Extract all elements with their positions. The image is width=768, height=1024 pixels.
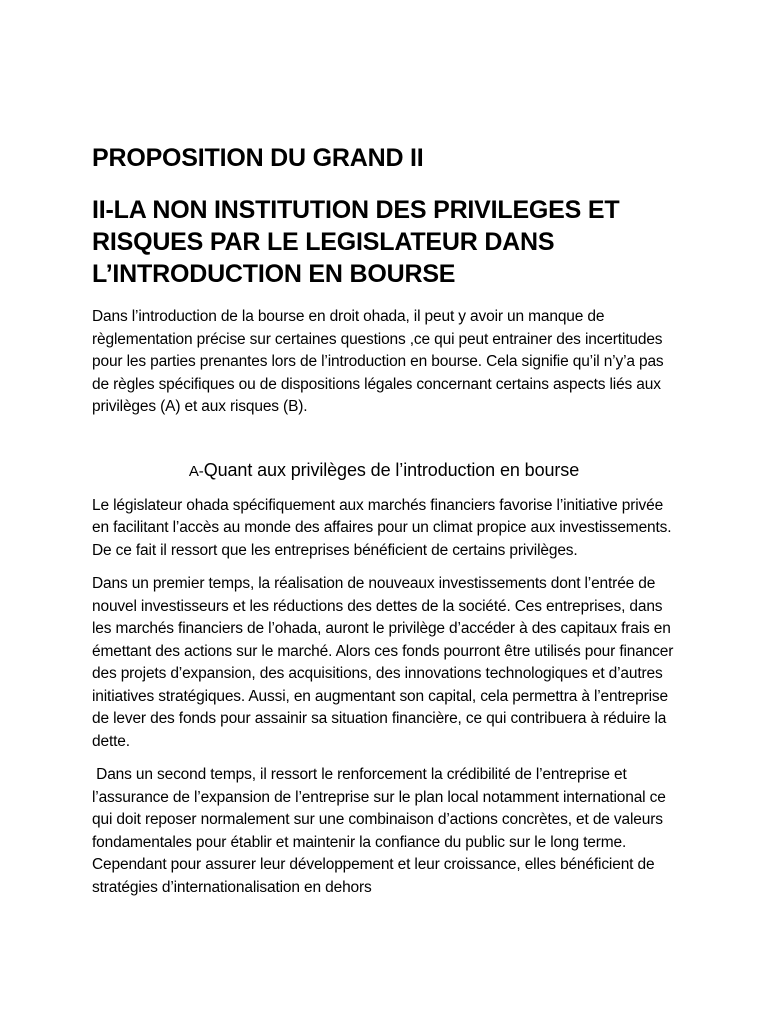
subsection-heading-a <box>92 457 676 485</box>
page-title: PROPOSITION DU GRAND II <box>92 144 424 172</box>
body-paragraph-2: Dans un premier temps, la réalisation de nouveaux investissements dont l’entrée de nouvel investisseurs et les réductions des dettes de la société. Ces entreprises, dans les marchés financiers de l’ohada, auront le privilège d’accéder à des capitaux frais en émettant des actions sur le marché. Alors ces fonds pourront être utilisés pour financer des projets d’expansion, des acquisitions, des innovations technologiques et d’autres initiatives stratégiques. Aussi, en augmentant son capital, cela permettra à l’entreprise de lever des fonds pour assainir sa situation financière, ce qui contribuera à réduire la dette. <box>92 575 674 750</box>
intro-paragraph: Dans l’introduction de la bourse en droit ohada, il peut y avoir un manque de règlementation précise sur certaines questions ,ce qui peut entrainer des incertitudes pour les parties prenantes lors de l’introduction en bourse. Cela signifie qu’il n’y’a pas de règles spécifiques ou de dispositions légales concernant certains aspects liés aux privilèges (A) et aux risques (B). <box>92 308 664 415</box>
section-heading: II-LA NON INSTITUTION DES PRIVILEGES ET RISQUES PAR LE LEGISLATEUR DANS L’INTRODUCTION EN BOURSE <box>92 196 620 288</box>
subsection-title: Quant aux privilèges de l’introduction en bourse <box>203 459 580 480</box>
body-paragraph-3: Dans un second temps, il ressort le renforcement la crédibilité de l’entreprise et l’assurance de l’expansion de l’entreprise sur le plan local notamment international ce qui doit reposer normalement sur une combinaison d’actions concrètes, et de valeurs fondamentales pour établir et maintenir la confiance du public sur le long terme. Cependant pour assurer leur développement et leur croissance, elles bénéficient de stratégies d’internationalisation en dehors <box>92 766 670 896</box>
subsection-prefix: A- <box>188 462 204 480</box>
body-paragraph-1: Le législateur ohada spécifiquement aux marchés financiers favorise l’initiative privée en facilitant l’accès au monde des affaires pour un climat propice aux investissements. De ce fait il ressort que les entreprises bénéficient de certains privilèges. <box>92 496 672 559</box>
